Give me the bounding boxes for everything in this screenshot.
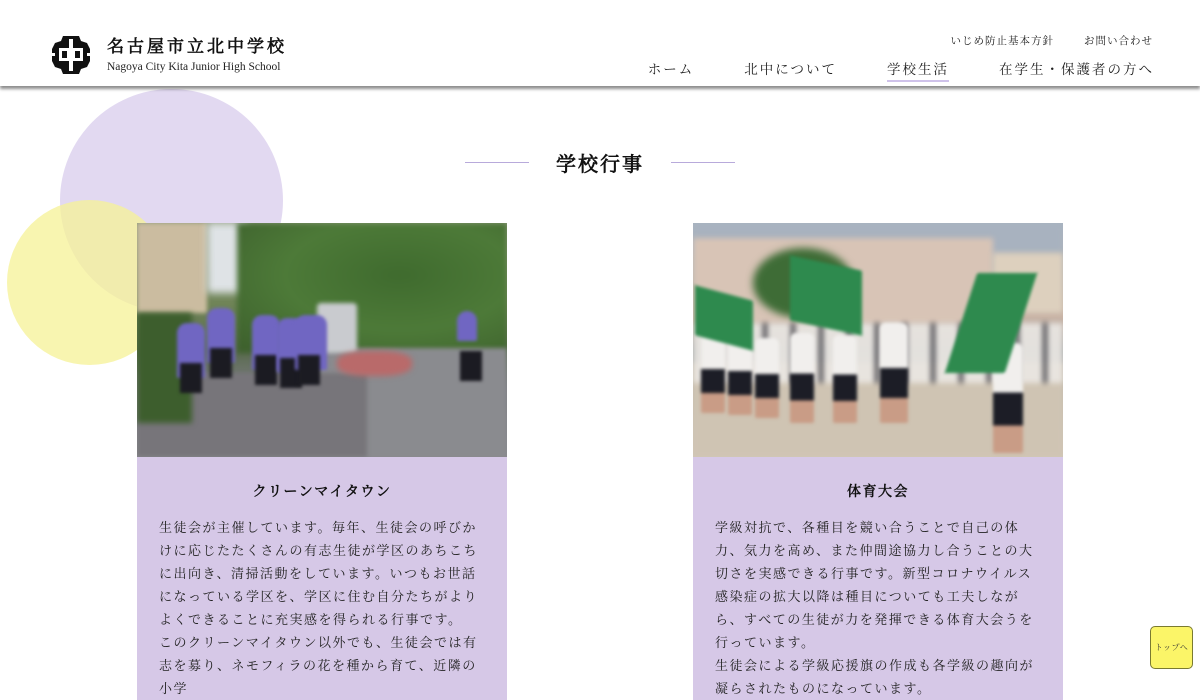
site-logo-link[interactable] (49, 33, 287, 77)
link-contact[interactable]: お問い合わせ (1084, 35, 1153, 47)
heading-rule-right (671, 162, 735, 163)
event-card-sports-festival (693, 223, 1063, 700)
link-anti-bullying-policy[interactable]: いじめ防止基本方針 (950, 35, 1054, 47)
event-photo-clean-my-town (137, 223, 507, 457)
section-heading (0, 148, 1200, 177)
school-name-en: Nagoya City Kita Junior High School (107, 61, 281, 73)
back-to-top-button[interactable]: トップへ (1150, 626, 1193, 669)
event-paragraph: 生徒会が主催しています。毎年、生徒会の呼びかけに応じたたくさんの有志生徒が学区のあちこちに出向き、清掃活動をしています。いつもお世話になっている学区を、学区に住む自分たちがよりよくできることに充実感を得られる行事です。 (159, 521, 479, 628)
nav-item-about[interactable]: 北中について (744, 62, 837, 78)
nav-item-home[interactable]: ホーム (647, 62, 695, 78)
event-card-body (693, 457, 1063, 700)
nav-item-school-life[interactable]: 学校生活 (887, 58, 949, 82)
event-title: クリーンマイタウン (252, 484, 392, 500)
event-title: 体育大会 (847, 484, 909, 500)
event-paragraph: このクリーンマイタウン以外でも、生徒会では有志を募り、ネモフィラの花を種から育て、近隣の小学 (159, 636, 478, 697)
school-name-jp: 名古屋市立北中学校 (107, 37, 287, 57)
utility-nav (951, 33, 1154, 48)
event-card-body (137, 457, 507, 700)
event-card-clean-my-town (137, 223, 507, 700)
main-nav (648, 58, 1154, 82)
event-paragraph: 学級対抗で、各種目を競い合うことで自己の体力、気力を高め、また仲間途協力し合うことの大切さを実感できる行事です。新型コロナウイルス感染症の拡大以降は種目についても工夫しながら、すべての生徒が力を発揮できる体育大会うを行っています。 (715, 521, 1034, 651)
heading-rule-left (465, 162, 529, 163)
event-description (715, 517, 1041, 700)
section-title: 学校行事 (556, 152, 644, 176)
site-header (0, 0, 1200, 86)
event-description (159, 517, 485, 700)
school-emblem-icon (49, 33, 93, 77)
event-photo-sports-festival (693, 223, 1063, 457)
nav-item-students-parents[interactable]: 在学生・保護者の方へ (999, 62, 1154, 78)
event-paragraph: 生徒会による学級応援旗の作成も各学級の趣向が凝らされたものになっています。 (715, 659, 1035, 697)
